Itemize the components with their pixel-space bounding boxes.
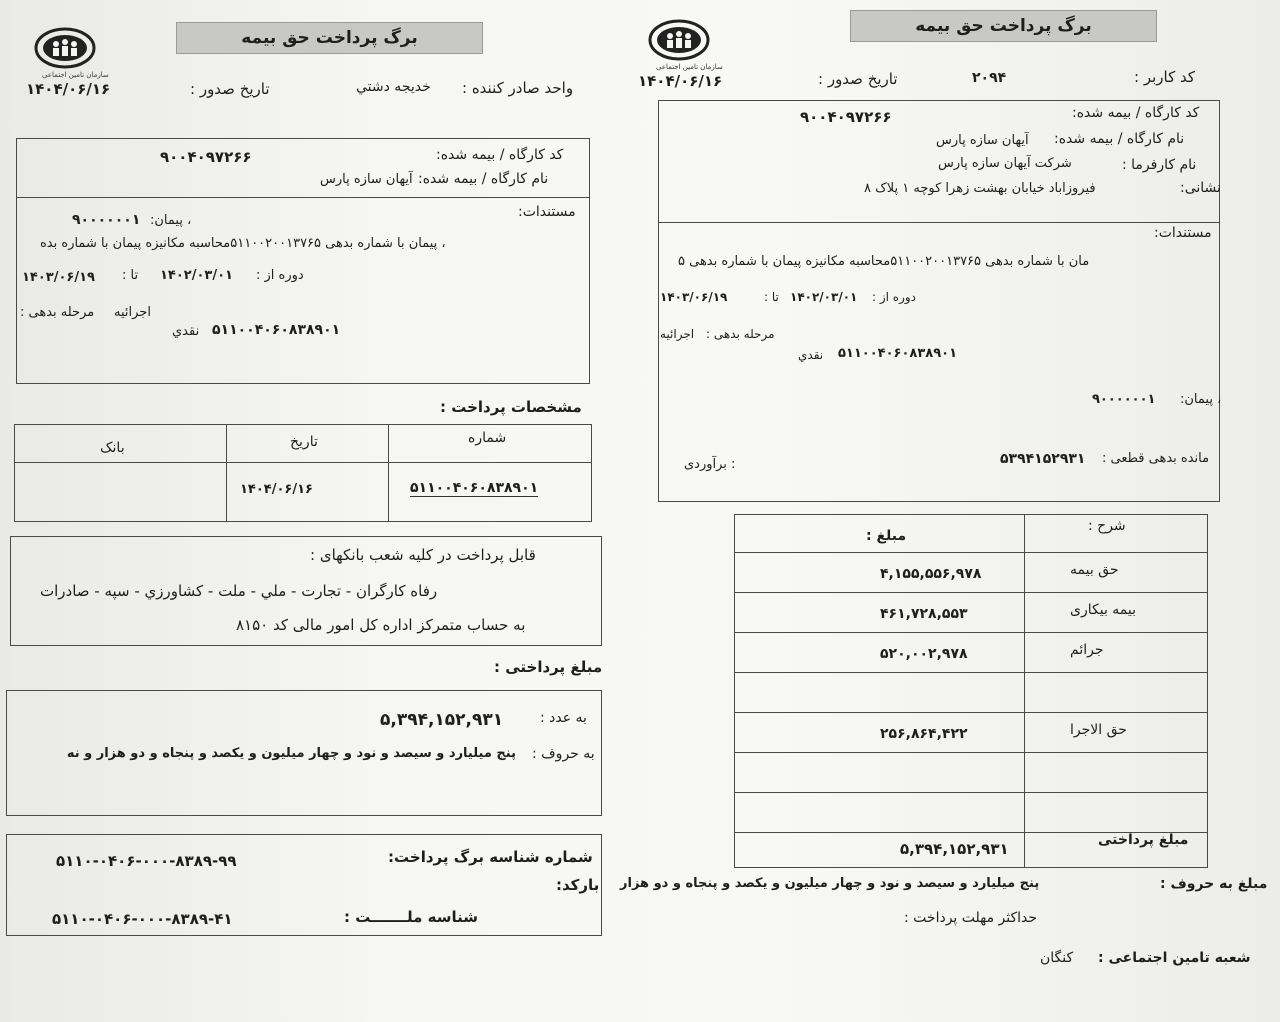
barcode-label: بارکد: <box>556 876 600 894</box>
debt-description: مان با شماره بدهی ۵۱۱۰۰۲۰۰۱۳۷۶۵محاسبه مکانیزه پیمان با شماره بدهی ۵ <box>678 254 1090 269</box>
table-row-divider <box>734 552 1208 553</box>
cash-number: ۵۱۱۰۰۴۰۶۰۸۳۸۹۰۱ <box>212 322 341 338</box>
amount-words-value: پنج میلیارد و سیصد و نود و چهار میلیون و یکصد و پنجاه و دو هزار و نه <box>66 746 516 761</box>
deadline-label: حداکثر مهلت پرداخت : <box>904 910 1038 926</box>
branch-value: کنگان <box>1040 950 1074 966</box>
row-description: حق الاجرا <box>1070 722 1127 738</box>
debt-description: ، پیمان با شماره بدهی ۵۱۱۰۰۲۰۰۱۳۷۶۵محاسبه مکانیزه پیمان با شماره بده <box>40 236 446 251</box>
cash-label: نقدي <box>172 324 200 339</box>
address-label: نشانی: <box>1180 180 1221 196</box>
amount-words-label: به حروف : <box>532 746 595 762</box>
col-header-description: شرح : <box>1088 518 1126 534</box>
row-description: جرائم <box>1070 642 1104 658</box>
issue-date-value: ۱۴۰۴/۰۶/۱۶ <box>638 72 723 90</box>
total-label: مبلغ پرداختی <box>1098 832 1189 848</box>
table-row-divider <box>734 592 1208 593</box>
col-header-date: تاریخ <box>290 434 318 450</box>
payment-number-cell: ۵۱۱۰۰۴۰۶۰۸۳۸۹۰۱ <box>410 480 539 496</box>
divider <box>658 222 1220 223</box>
slip-id-value: ۵۱۱۰-۰۴۰۶-۰۰۰-۸۳۸۹-۹۹ <box>56 852 237 870</box>
table-row-divider <box>734 712 1208 713</box>
row-amount: ۵۲۰,۰۰۲,۹۷۸ <box>880 646 968 662</box>
col-header-amount: مبلغ : <box>866 528 907 544</box>
period-to-label: تا : <box>122 268 139 283</box>
workshop-code-label: کد کارگاه / بیمه شده: <box>436 147 564 163</box>
logo-caption: سازمان تامین اجتماعی <box>656 63 723 71</box>
branch-label: شعبه تامین اجتماعی : <box>1098 950 1251 966</box>
slip-id-label: شماره شناسه برگ پرداخت: <box>388 848 593 866</box>
row-amount: ۴,۱۵۵,۵۵۶,۹۷۸ <box>880 566 982 582</box>
row-description: حق بیمه <box>1070 562 1119 578</box>
cash-number: ۵۱۱۰۰۴۰۶۰۸۳۸۹۰۱ <box>838 346 958 361</box>
documents-label: مستندات: <box>518 204 576 220</box>
stage-label: مرحله بدهی : <box>706 327 775 341</box>
issue-date-label: تاریخ صدور : <box>818 70 898 88</box>
period-from-value: ۱۴۰۲/۰۳/۰۱ <box>160 268 233 283</box>
period-to-label: تا : <box>764 290 779 304</box>
amount-number-value: ۵,۳۹۴,۱۵۲,۹۳۱ <box>380 710 504 730</box>
employer-label: نام کارفرما : <box>1122 157 1197 173</box>
workshop-name-label: نام کارگاه / بیمه شده: <box>1054 131 1185 147</box>
contract-number: ۹۰۰۰۰۰۰۱ <box>1092 392 1156 407</box>
issue-date-value: ۱۴۰۴/۰۶/۱۶ <box>26 80 111 98</box>
contract-label: ، پیمان: <box>150 213 192 228</box>
amount-words-clip <box>6 746 516 761</box>
social-security-logo-icon <box>648 18 710 68</box>
payment-date-cell: ۱۴۰۴/۰۶/۱۶ <box>240 482 313 497</box>
slip-title: برگ پرداخت حق بیمه <box>850 10 1157 42</box>
user-code-label: کد کاربر : <box>1134 68 1196 86</box>
workshop-code-value: ۹۰۰۴۰۹۷۲۶۶ <box>160 148 252 166</box>
issuer-name: خدیجه دشتي <box>356 79 431 95</box>
workshop-name-value: آیهان سازه پارس <box>936 133 1029 148</box>
col-header-number: شماره <box>468 430 507 446</box>
mellat-id-value: ۵۱۱۰-۰۴۰۶-۰۰۰-۸۳۸۹-۴۱ <box>52 910 233 928</box>
table-row-divider <box>734 752 1208 753</box>
table-row-divider <box>734 632 1208 633</box>
workshop-name-label: نام کارگاه / بیمه شده: <box>418 171 549 187</box>
address-value: فیروزاباد خیابان بهشت زهرا کوچه ۱ پلاک ۸ <box>864 181 1096 196</box>
user-code-value: ۲۰۹۴ <box>972 70 1007 86</box>
row-description: بیمه بیکاری <box>1070 602 1137 618</box>
remaining-value: ۵۳۹۴۱۵۲۹۳۱ <box>1000 451 1086 467</box>
payment-specs-title: مشخصات پرداخت : <box>440 398 582 416</box>
words-label: مبلغ به حروف : <box>1160 876 1268 892</box>
period-from-label: دوره از : <box>256 268 304 283</box>
period-to-value: ۱۴۰۳/۰۶/۱۹ <box>22 270 95 285</box>
row-amount: ۲۵۶,۸۶۴,۴۲۲ <box>880 726 968 742</box>
period-from-label: دوره از : <box>872 290 917 304</box>
issue-date-label: تاریخ صدور : <box>190 80 270 98</box>
divider <box>16 197 590 198</box>
contract-label: ، پیمان: <box>1180 392 1222 407</box>
stage-value: اجرائیه <box>114 305 151 320</box>
table-col-divider <box>1024 514 1025 867</box>
workshop-code-value: ۹۰۰۴۰۹۷۲۶۶ <box>800 108 892 126</box>
banks-list: رفاه کارگران - تجارت - ملي - ملت - کشاورزي - سپه - صادرات <box>40 582 438 600</box>
period-from-value: ۱۴۰۲/۰۳/۰۱ <box>790 290 858 304</box>
amount-number-label: به عدد : <box>540 710 587 726</box>
table-row-divider <box>734 672 1208 673</box>
banks-account: به حساب متمرکز اداره کل امور مالی کد ۸۱۵۰ <box>236 616 526 634</box>
workshop-name-value: آیهان سازه پارس <box>320 172 413 187</box>
social-security-logo-icon <box>34 26 96 76</box>
logo-caption: سازمان تامین اجتماعی <box>42 71 109 79</box>
contract-number: ۹۰۰۰۰۰۰۱ <box>72 212 141 228</box>
cash-label: نقدي <box>798 348 824 362</box>
remaining-label: مانده بدهی قطعی : <box>1102 451 1210 466</box>
table-col-divider <box>388 424 389 521</box>
stage-label: مرحله بدهی : <box>20 305 95 320</box>
table-divider <box>14 462 592 463</box>
amount-title: مبلغ پرداختی : <box>494 658 603 676</box>
banks-title: قابل پرداخت در کلیه شعب بانکهای : <box>310 546 536 564</box>
employer-value: شرکت آیهان سازه پارس <box>938 156 1072 171</box>
table-col-divider <box>226 424 227 521</box>
words-value: پنج میلیارد و سیصد و نود و چهار میلیون و یکصد و پنجاه و دو هزار <box>620 876 1040 891</box>
row-amount: ۴۶۱,۷۲۸,۵۵۳ <box>880 606 968 622</box>
workshop-code-label: کد کارگاه / بیمه شده: <box>1072 105 1200 121</box>
issuer-label: واحد صادر کننده : <box>462 79 574 97</box>
total-value: ۵,۳۹۴,۱۵۲,۹۳۱ <box>900 840 1009 858</box>
slip-title: برگ پرداخت حق بیمه <box>176 22 483 54</box>
stage-value: اجرائیه <box>660 327 695 341</box>
mellat-label: شناسه ملـــــــت : <box>344 908 478 926</box>
col-header-bank: بانک <box>100 440 125 456</box>
table-row-divider <box>734 792 1208 793</box>
documents-label: مستندات: <box>1154 225 1212 241</box>
estimated-label: : برآوردی <box>684 457 736 472</box>
period-to-value: ۱۴۰۳/۰۶/۱۹ <box>660 290 728 304</box>
